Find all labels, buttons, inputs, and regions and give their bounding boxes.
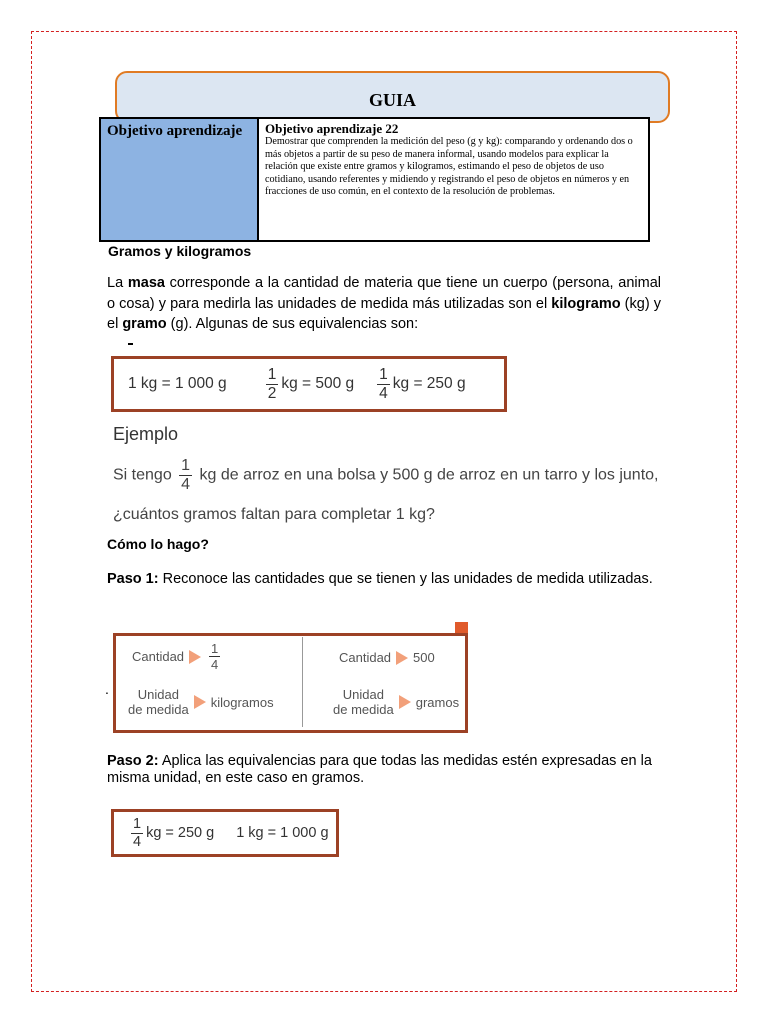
right-quantity: Cantidad 500 <box>339 650 435 665</box>
header-banner <box>115 71 670 123</box>
step-1: Paso 1: Reconoce las cantidades que se tienen y las unidades de medida utilizadas. <box>107 571 653 587</box>
term-gramo: gramo <box>122 316 167 332</box>
left-quantity: Cantidad $\frac{1}{4}$ <box>132 641 219 672</box>
right-unit: Unidad de medida gramos <box>333 687 460 717</box>
arrow-icon <box>396 651 408 665</box>
step-1-label: Paso 1: <box>107 571 159 587</box>
conversion-fraction: $\frac{1}{4}$ <box>133 816 142 850</box>
left-quantity-fraction: $\frac{1}{4}$ <box>211 641 219 672</box>
term-masa: masa <box>127 275 165 291</box>
stray-dot: . <box>105 681 109 697</box>
step-2-label: Paso 2: <box>107 753 159 769</box>
stray-mark <box>128 343 133 345</box>
arrow-icon <box>194 695 206 709</box>
objective-heading: Objetivo aprendizaje 22 <box>265 121 399 136</box>
arrow-icon <box>399 695 411 709</box>
objective-text: Demostrar que comprenden la medición del peso (g y kg): comparando y ordenando dos o más objetos a partir de su peso de manera informal, usando modelos para explicar la relación que existe entre gramos y kilogramos, estimando el peso de objetos de uso cotidiano, usando referentes y midiendo y registrando el peso de objetos en números y en fracciones de uso común, en el contexto de la resolución de problemas. <box>265 136 633 198</box>
equivalence-1: 1 kg = 1 000 g <box>128 375 227 392</box>
fraction-half: $\frac{1}{2}$ <box>267 366 277 402</box>
equivalence-2: kg = 500 g <box>281 375 355 392</box>
equivalences-box <box>111 356 507 412</box>
step-2: Paso 2: Aplica las equivalencias para que todas las medidas estén expresadas en la misma unidad, en este caso en gramos. <box>107 753 652 786</box>
equivalence-3: kg = 250 g <box>392 375 466 392</box>
left-unit: Unidad de medida kilogramos <box>128 687 274 717</box>
fraction-quarter: $\frac{1}{4}$ <box>379 366 388 402</box>
objective-content <box>259 119 648 240</box>
objective-table <box>99 117 650 242</box>
arrow-icon <box>189 650 201 664</box>
example-fraction: $\frac{1}{4}$ <box>181 457 191 493</box>
page-title: GUIA <box>368 90 416 110</box>
section-title: Gramos y kilogramos <box>108 243 252 259</box>
como-heading: Cómo lo hago? <box>107 536 209 552</box>
example-line-2: ¿cuántos gramos faltan para completar 1 kg? <box>113 506 435 523</box>
example-title: Ejemplo <box>113 424 179 444</box>
intro-paragraph: La masa corresponde a la cantidad de materia que tiene un cuerpo (persona, animal o cosa) y para medirla las unidades de medida más utilizadas son el kilogramo (kg) y el gramo (g). Algunas de sus equivalencias son: <box>107 275 662 332</box>
conversion-2: 1 kg = 1 000 g <box>236 825 329 841</box>
objective-label: Objetivo aprendizaje <box>101 119 259 240</box>
conversion-box <box>111 809 339 857</box>
conversion-1: kg = 250 g <box>146 825 215 841</box>
table-divider <box>302 637 303 727</box>
term-kilogramo: kilogramo <box>551 295 621 312</box>
example-line-1: Si tengo $\frac{1}{4}$ kg de arroz en una bolsa y 500 g de arroz en un tarro y los junto, <box>113 457 659 493</box>
